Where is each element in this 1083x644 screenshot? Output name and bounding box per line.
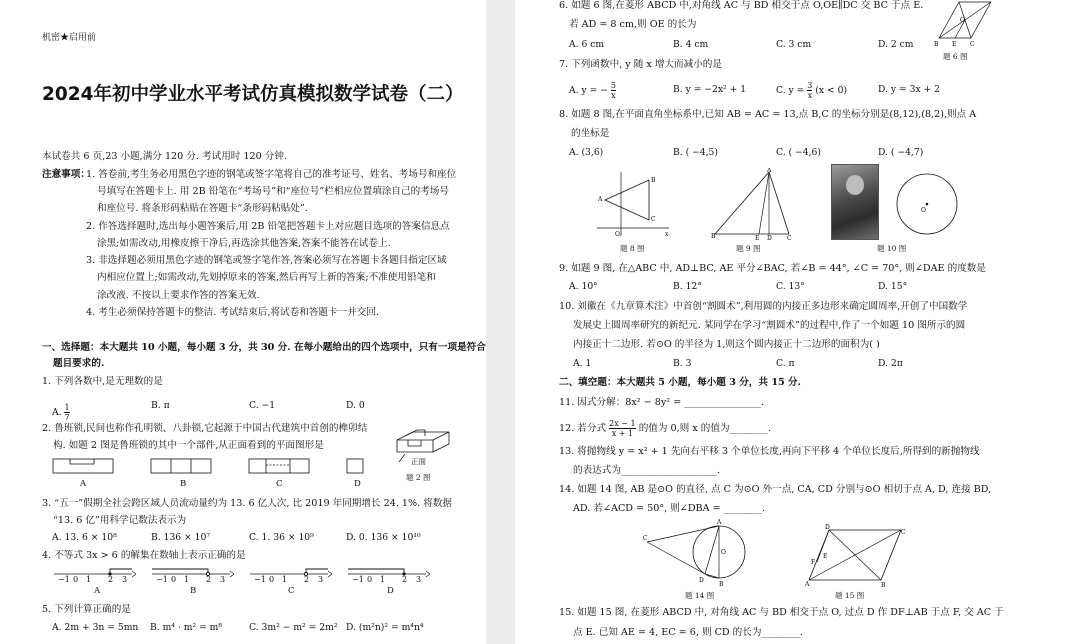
q10-option-c[interactable]: C. π [776,358,795,369]
question-3-line: 3. “五一”假期全社会跨区域人员流动量约为 13. 6 亿人次, 比 2019 年同期增长 24. 1%. 将数据 [42,498,453,509]
svg-text:C: C [787,235,792,240]
q4-option-a: A [94,586,101,596]
svg-text:O: O [921,207,926,214]
svg-text:O: O [960,17,965,24]
q6-option-b[interactable]: B. 4 cm [673,39,709,50]
question-4-stem: 4. 不等式 3x > 6 的解集在数轴上表示正确的是 [42,550,246,561]
q10-option-a[interactable]: A. 1 [573,358,592,369]
svg-text:D: D [825,524,830,531]
question-12: 12. 若分式 $\frac{2x - 1}{x + 1}$ 的值为 0,则 x 的值为________. [559,419,771,438]
q2-option-a: A [80,479,87,489]
svg-text:x: x [665,231,669,238]
liu-hui-portrait [831,164,879,240]
exam-page-left [0,0,486,644]
q8-option-a[interactable]: A. (3,6) [569,147,604,158]
svg-text:D: D [767,235,772,240]
question-14-line: 14. 如题 14 图, AB 是⊙O 的直径, 点 C 为⊙O 外一点, CA, CD 分别与⊙O 相切于点 A, D, 连接 BD, [559,484,992,495]
svg-text:C: C [901,529,906,536]
figure-9-triangle [711,168,793,240]
notes-label: 注意事项： [42,169,90,180]
svg-text:A: A [598,196,603,203]
front-view-label: 正面 [411,457,426,466]
figure-15-rhombus [803,524,907,588]
q10-option-b[interactable]: B. 3 [673,358,692,369]
note-line: 3. 非选择题必须用黑色字迹的钢笔或签字笔作答,答案必须写在答题卡各题目指定区域 [86,255,447,266]
svg-text:C: C [651,216,656,223]
exam-page-right [515,0,1083,644]
note-line: 1. 答卷前,考生务必用黑色字迹的钢笔或签字笔将自己的准考证号、姓名、考场号和座位 [86,169,457,180]
q4-numberline-c[interactable]: −1 0 1 2 3 [248,566,332,594]
svg-text:A: A [717,519,722,526]
section1-heading: 一、选择题：本大题共 10 小题，每小题 3 分，共 30 分. 在每小题给出的四个选项中，只有一项是符合 [42,342,486,353]
q9-option-a[interactable]: A. 10° [569,281,598,292]
svg-text:D: D [699,577,704,584]
svg-text:F: F [811,559,816,566]
q7-option-b[interactable]: B. y = −2x² + 1 [673,84,747,95]
question-13-line: 13. 将抛物线 y = x² + 1 先向右平移 3 个单位长度,再向下平移 4 个单位长度后,所得到的新抛物线 [559,446,980,457]
q5-option-c[interactable]: C. 3m² − m² = 2m² [249,622,338,633]
svg-text:C: C [643,535,648,542]
q7-option-d[interactable]: D. y = 3x + 2 [878,84,941,95]
q3-option-b[interactable]: B. 136 × 10⁷ [151,532,211,543]
q1-option-b[interactable]: B. π [151,400,170,411]
question-9-stem: 9. 如题 9 图, 在△ABC 中, AD⊥BC, AE 平分∠BAC, 若∠B = 44°, ∠C = 70°, 则∠DAE 的度数是 [559,263,986,274]
figure-2-caption: 题 2 图 [406,473,431,482]
q9-option-c[interactable]: C. 13° [776,281,805,292]
svg-text:O: O [615,231,620,238]
svg-text:B: B [651,177,656,184]
note-line: 号填写在答题卡上. 用 2B 铅笔在“考场号”和“座位号”栏相应位置填涂自己的考场号 [97,186,449,197]
figure-8-coordinate [593,170,671,240]
q4-option-c: C [288,586,295,596]
svg-text:O: O [721,549,726,556]
q5-option-a[interactable]: A. 2m + 3n = 5mn [52,622,139,633]
q6-option-a[interactable]: A. 6 cm [569,39,605,50]
question-10-line: 发展史上圆周率研究的新纪元. 某同学在学习“割圆术”的过程中,作了一个如题 10 图所示的圆 [573,320,966,331]
question-7-stem: 7. 下列函数中, y 随 x 增大而减小的是 [559,59,722,70]
question-3-line: “13. 6 亿”用科学记数法表示为 [53,515,187,526]
svg-text:A: A [805,581,810,588]
figure-6-caption: 题 6 图 [943,52,968,61]
question-13-line: 的表达式为____________________. [573,465,720,476]
q2-option-d: D [354,479,361,489]
svg-text:A: A [767,168,772,174]
q4-numberline-d[interactable]: −1 0 1 2 3 [346,566,430,594]
question-6-line: 若 AD = 8 cm,则 OE 的长为 [569,19,697,30]
q5-option-b[interactable]: B. m⁴ · m² = m⁸ [150,622,223,633]
note-line: 4. 考生必须保持答题卡的整洁. 考试结束后,将试卷和答题卡一并交回. [86,307,380,318]
q1-option-a[interactable]: A. $\frac{1}{7}$ [52,403,70,422]
q8-option-b[interactable]: B. ( −4,5) [673,147,718,158]
svg-text:B: B [934,41,939,48]
q3-option-d[interactable]: D. 0. 136 × 10¹⁰ [346,532,421,543]
question-1-stem: 1. 下列各数中,是无理数的是 [42,376,163,387]
q3-option-c[interactable]: C. 1. 36 × 10⁹ [249,532,314,543]
exam-info: 本试卷共 6 页,23 小题,满分 120 分. 考试用时 120 分钟. [42,151,288,162]
svg-text:E: E [952,41,957,48]
question-11: 11. 因式分解：8x² − 8y² = ________________. [559,397,765,408]
q8-option-d[interactable]: D. ( −4,7) [878,147,924,158]
portrait-face [846,175,864,195]
q2-shape-b[interactable] [150,457,214,477]
q6-option-d[interactable]: D. 2 cm [878,39,914,50]
q2-shape-a[interactable] [52,457,116,477]
svg-text:E: E [823,553,828,560]
svg-text:C: C [970,41,975,48]
q2-option-b: B [180,479,187,489]
q2-option-c: C [276,479,283,489]
figure-14-caption: 题 14 图 [685,591,715,600]
figure-9-caption: 题 9 图 [736,244,761,253]
figure-10-caption: 题 10 图 [877,244,907,253]
note-line: 2. 作答选择题时,选出每小题答案后,用 2B 铅笔把答题卡上对应题目选项的答案信息点 [86,221,450,232]
question-2-line: 2. 鲁班锁,民间也称作孔明锁、八卦锁,它起源于中国古代建筑中首创的榫卯结 [42,423,368,434]
q9-option-b[interactable]: B. 12° [673,281,702,292]
q4-option-d: D [387,586,394,596]
q2-shape-c[interactable] [248,457,312,477]
figure-8-caption: 题 8 图 [620,244,645,253]
q7-option-c[interactable]: C. y = $\frac{3}{x}$ (x < 0) [776,81,848,100]
page-gutter [486,0,515,644]
question-14-line: AD. 若∠ACD = 50°, 则∠DBA = ________. [573,503,766,514]
svg-text:E: E [755,235,760,240]
figure-6-rhombus [933,0,995,48]
confidential-label: 机密★启用前 [42,33,97,43]
question-10-line: 10. 刘徽在《九章算术注》中首创“割圆术”,利用圆的内接正多边形来确定圆周率,开创了中国数学 [559,301,968,312]
figure-14-circle-tangent [643,514,751,590]
section1-heading-cont: 题目要求的. [53,358,105,369]
q3-option-a[interactable]: A. 13. 6 × 10⁸ [52,532,117,543]
note-line: 和座位号. 将条形码粘贴在答题卡“条形码粘贴处”. [97,203,308,214]
question-6-line: 6. 如题 6 图,在菱形 ABCD 中,对角线 AC 与 BD 相交于点 O,OE∥DC 交 BC 于点 E. [559,0,924,11]
question-15-line: 点 E. 已知 AE = 4, EC = 6, 则 CD 的长为________. [573,627,803,638]
q4-numberline-b[interactable]: −1 0 1 2 3 [150,566,234,594]
svg-text:B: B [719,581,724,588]
q7-option-a[interactable]: A. y = − $\frac{5}{x}$ [569,81,616,100]
section2-heading: 二、填空题：本大题共 5 小题，每小题 3 分，共 15 分. [559,377,801,388]
question-5-stem: 5. 下列计算正确的是 [42,604,131,615]
question-10-line: 内接正十二边形. 若⊙O 的半径为 1,则这个圆内接正十二边形的面积为( ) [573,339,880,350]
q4-numberline-a[interactable]: −1 0 1 2 3 [52,566,136,594]
question-15-line: 15. 如题 15 图, 在菱形 ABCD 中, 对角线 AC 与 BD 相交于点 O, 过点 D 作 DF⊥AB 于点 F, 交 AC 于 [559,607,1004,618]
exam-title: 2024年初中学业水平考试仿真模拟数学试卷（二） [42,84,464,105]
q2-shape-d[interactable] [345,457,369,477]
q9-option-d[interactable]: D. 15° [878,281,908,292]
svg-text:B: B [881,582,886,588]
q1-option-d[interactable]: D. 0 [346,400,365,411]
question-8-line: 8. 如题 8 图,在平面直角坐标系中,已知 AB = AC = 13,点 B,C 的坐标分别是(8,12),(8,2),则点 A [559,109,977,120]
note-line: 涂黑;如需改动,用橡皮擦干净后,再选涂其他答案,答案不能答在试卷上. [97,238,391,249]
q10-option-d[interactable]: D. 2π [878,358,903,369]
q5-option-d[interactable]: D. (m²n)² = m⁴n⁴ [346,622,424,633]
q4-option-b: B [190,586,197,596]
q8-option-c[interactable]: C. ( −4,6) [776,147,821,158]
figure-10-circle [895,172,959,236]
question-8-line: 的坐标是 [571,128,610,139]
q1-option-c[interactable]: C. −1 [249,400,276,411]
figure-15-caption: 题 15 图 [835,591,865,600]
note-line: 内相应位置上;如需改动,先划掉原来的答案,然后再写上新的答案;不准使用铅笔和 [97,272,436,283]
svg-text:B: B [711,233,716,240]
question-2-line: 构. 如题 2 图是鲁班锁的其中一个部件,从正面看到的平面图形是 [53,440,324,451]
q6-option-c[interactable]: C. 3 cm [776,39,812,50]
note-line: 涂改液. 不按以上要求作答的答案无效. [97,290,260,301]
